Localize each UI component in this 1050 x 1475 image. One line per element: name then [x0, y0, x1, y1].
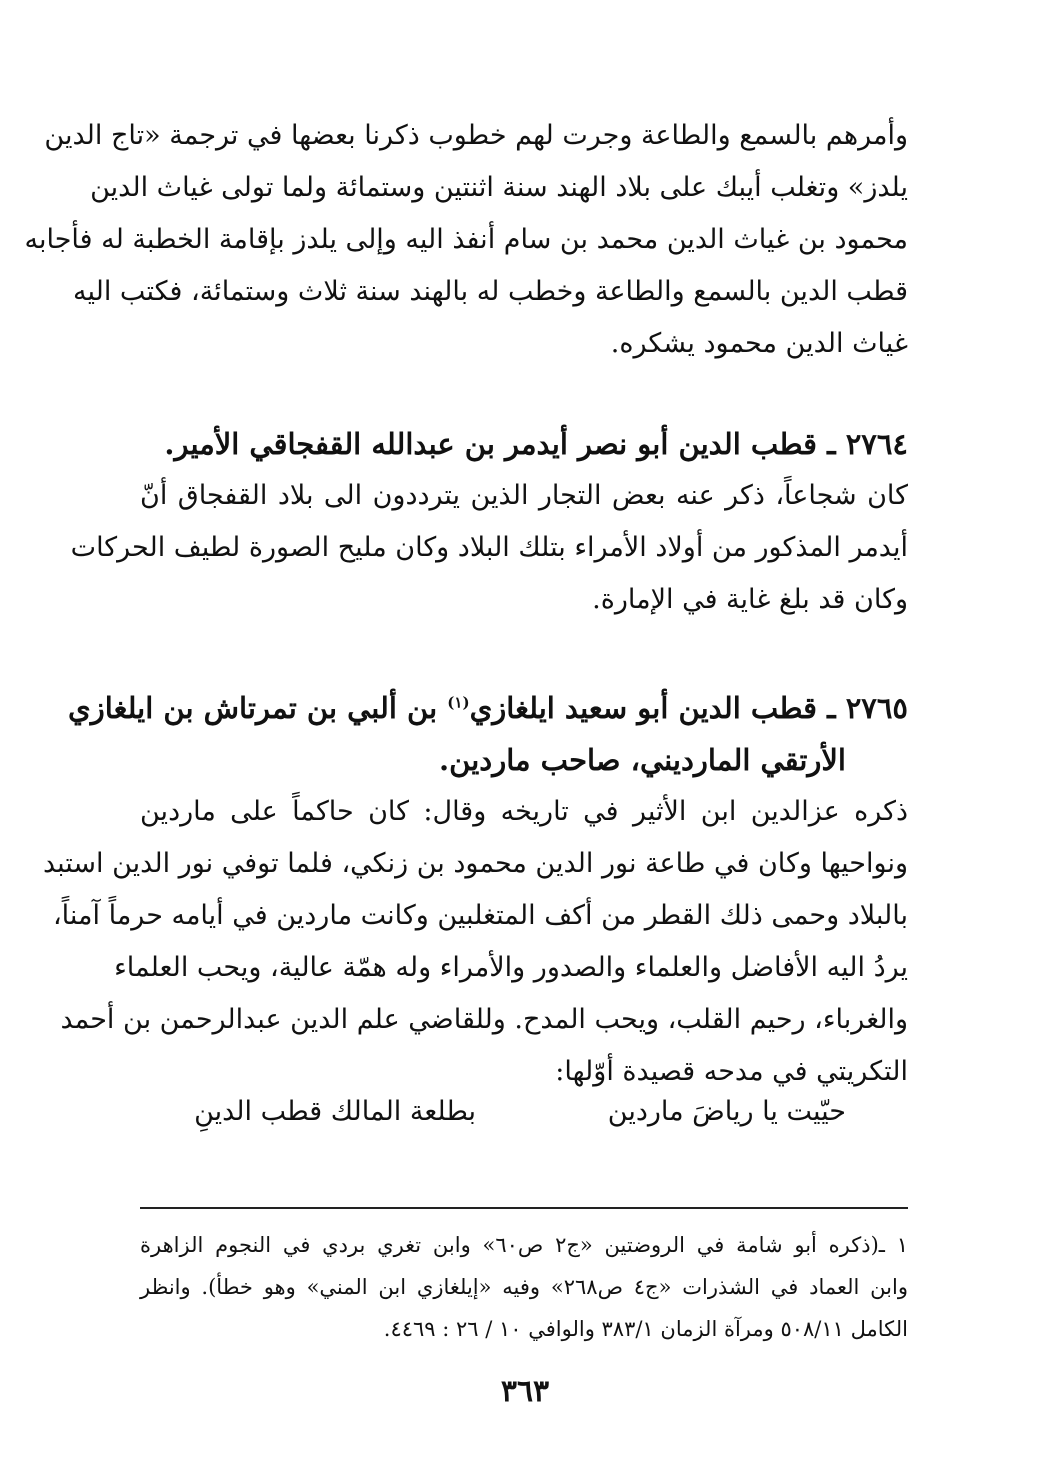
- footnote-line: ١ ـ(ذكره أبو شامة في الروضتين «ج٢ ص٦٠» وابن تغري بردي في النجوم الزاهرة: [140, 1233, 909, 1257]
- verse-first-hemistich: حيّيت يا رياضَ ماردين: [607, 1096, 846, 1127]
- entry-title-continued: بن ألبي بن تمرتاش بن ايلغازي: [68, 691, 448, 725]
- text-line: كان شجاعاً، ذكر عنه بعض التجار الذين يترددون الى بلاد القفجاق أنّ: [140, 480, 908, 511]
- entry-heading-line-2: الأرتقي المارديني، صاحب ماردين.: [439, 743, 846, 777]
- footnote-line: وابن العماد في الشذرات «ج٤ ص٢٦٨» وفيه «إيلغازي ابن المني» وهو خطأ). وانظر: [140, 1275, 908, 1299]
- entry-number: ٢٧٦٥: [845, 691, 908, 725]
- page-number: ٣٦٣: [500, 1374, 550, 1409]
- entry-title: ـ قطب الدين أبو سعيد ايلغازي: [469, 691, 836, 725]
- footnotes: [140, 1224, 908, 1350]
- text-line: محمود بن غياث الدين محمد بن سام أنفذ اليه وإلى يلدز بإقامة الخطبة له فأجابه: [24, 224, 908, 255]
- text-line: قطب الدين بالسمع والطاعة وخطب له بالهند سنة ثلاث وستمائة، فكتب اليه: [73, 276, 908, 307]
- text-line: التكريتي في مدحه قصيدة أوّلها:: [555, 1056, 908, 1087]
- text-line: والغرباء، رحيم القلب، ويحب المدح. وللقاضي علم الدين عبدالرحمن بن أحمد: [60, 1004, 908, 1035]
- text-line: وكان قد بلغ غاية في الإمارة.: [592, 584, 908, 615]
- text-line: يردُ اليه الأفاضل والعلماء والصدور والأمراء وله همّة عالية، ويحب العلماء: [114, 952, 908, 983]
- biography-entry-2764: [70, 418, 908, 626]
- text-line: غياث الدين محمود يشكره.: [610, 328, 908, 359]
- text-line: يلدز» وتغلب أيبك على بلاد الهند سنة اثنتين وستمائة ولما تولى غياث الدين: [90, 172, 908, 203]
- entry-title: ـ قطب الدين أبو نصر أيدمر بن عبدالله القفجاقي الأمير.: [164, 427, 836, 461]
- entry-heading: [140, 418, 908, 470]
- biography-entry-2765: [42, 682, 908, 1098]
- intro-paragraph: [24, 110, 908, 370]
- entry-number: ٢٧٦٤: [845, 427, 908, 461]
- text-line: وأمرهم بالسمع والطاعة وجرت لهم خطوب ذكرنا بعضها في ترجمة «تاج الدين: [44, 120, 908, 151]
- poem-verse: [140, 1086, 908, 1138]
- text-line: أيدمر المذكور من أولاد الأمراء بتلك البلاد وكان مليح الصورة لطيف الحركات: [70, 532, 908, 563]
- text-line: بالبلاد وحمى ذلك القطر من أكف المتغلبين وكانت ماردين في أيامه حرماً آمناً،: [52, 900, 908, 931]
- entry-heading: [68, 682, 908, 734]
- text-line: ونواحيها وكان في طاعة نور الدين محمود بن زنكي، فلما توفي نور الدين استبد: [42, 848, 908, 879]
- verse-second-hemistich: بطلعة المالك قطب الدينِ: [194, 1096, 476, 1127]
- footnote-line: الكامل ٥٠٨/١١ ومرآة الزمان ٣٨٣/١ والوافي ١٠ / ٢٦ : ٤٤٦٩.: [383, 1317, 908, 1341]
- footnote-reference[interactable]: (١): [447, 693, 470, 712]
- footnote-divider: [140, 1207, 908, 1209]
- text-line: ذكره عزالدين ابن الأثير في تاريخه وقال: كان حاكماً على ماردين: [140, 796, 908, 827]
